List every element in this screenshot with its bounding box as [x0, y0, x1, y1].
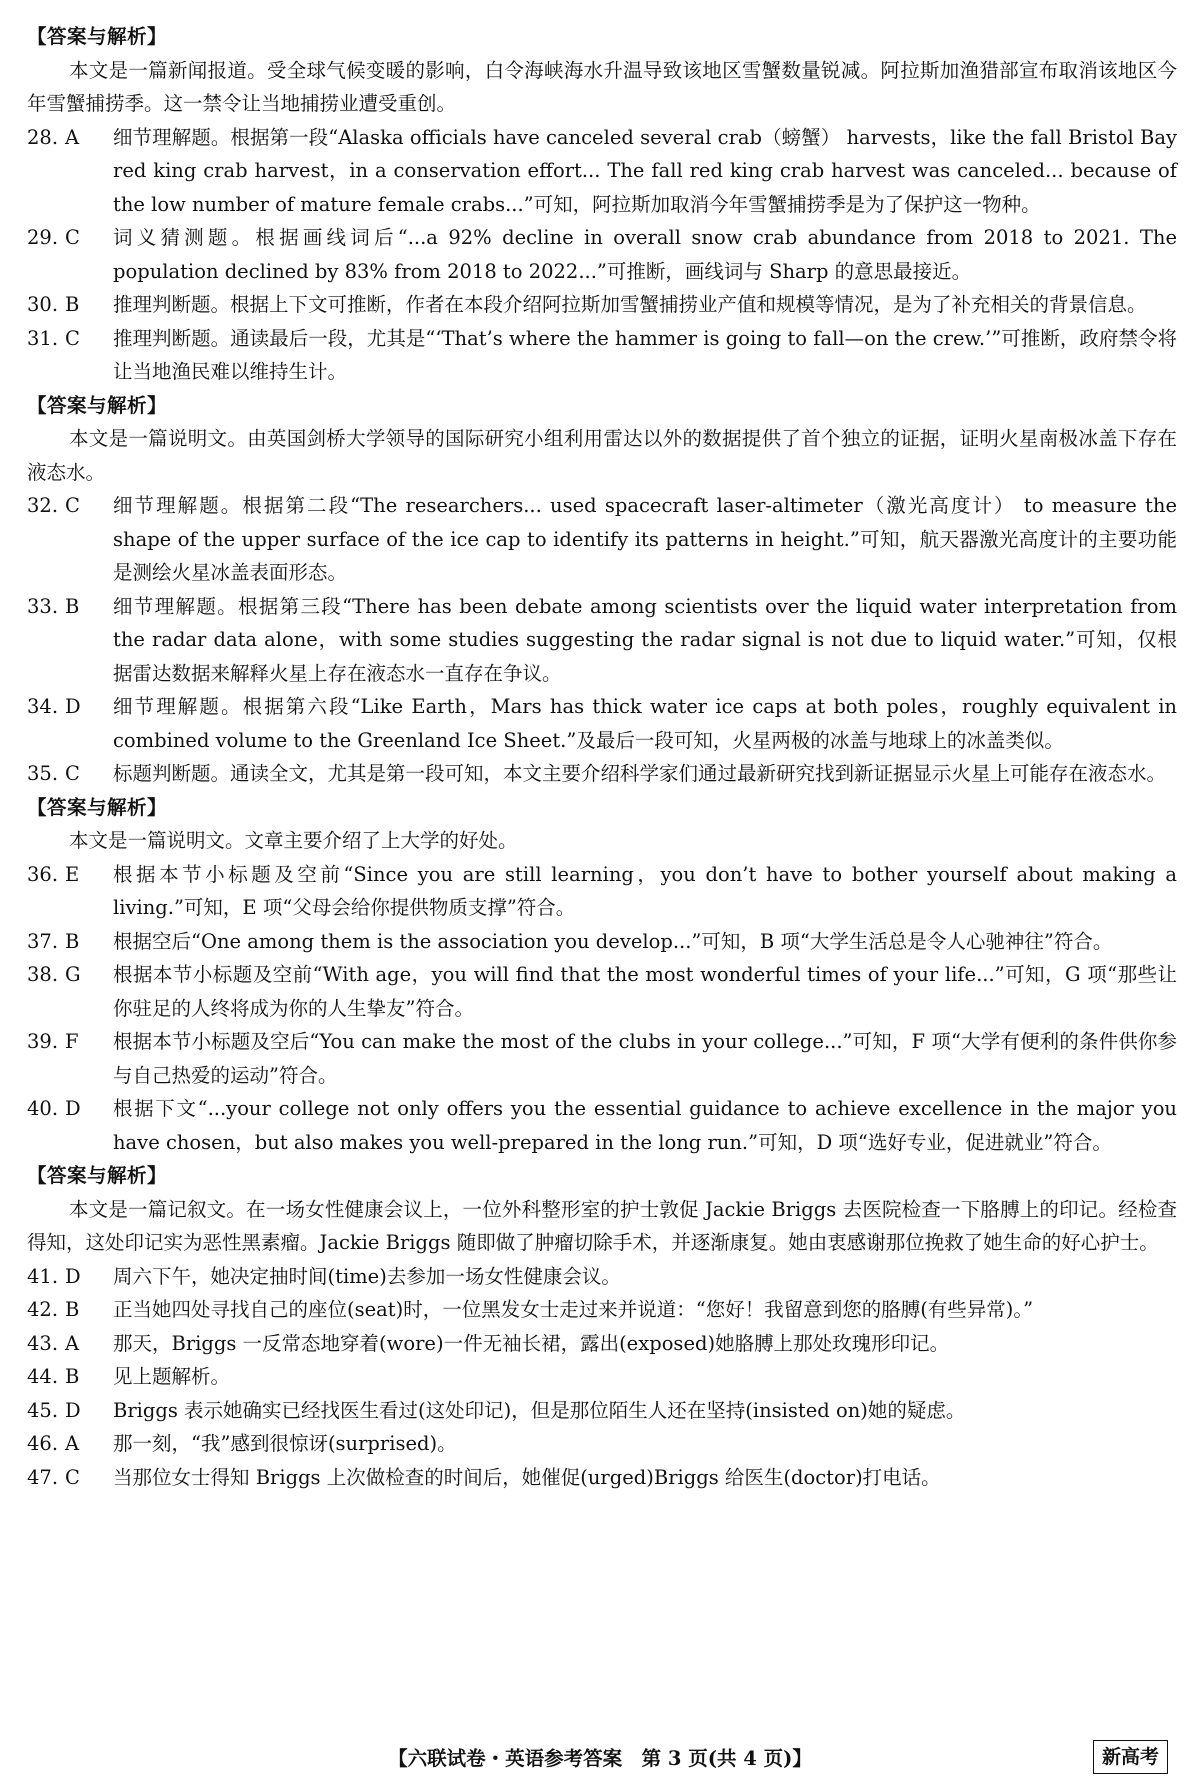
answer-explanation: 当那位女士得知 Briggs 上次做检查的时间后，她催促(urged)Briggs 给医生(doctor)打电话。: [113, 1465, 941, 1489]
answer-item: [27, 1260, 1177, 1294]
exam-type-badge: 新高考: [1093, 1740, 1168, 1774]
answer-explanation: 那一刻，“我”感到很惊讶(surprised)。: [113, 1432, 457, 1455]
answer-item: [27, 1360, 1177, 1394]
answer-item: [27, 221, 1177, 288]
answer-explanation: 细节理解题。根据第一段“Alaska officials have canceled several crab（螃蟹） harvests，like the fall Bristol Bay red king crab harvest，in a conservation effort... The fall red king crab harvest was canceled... because of the low number of mature female crabs...”可知，阿拉斯加取消今年雪蟹捕捞季是为了保护这一物种。: [113, 125, 1177, 216]
answer-explanation: 根据下文“...your college not only offers you the essential guidance to achieve excellence in the major you have chosen，but also makes you well-prepared in the long run.”可知，D 项“选好专业，促进就业”符合。: [113, 1097, 1177, 1154]
answer-item: [27, 1293, 1177, 1327]
section-header: 【答案与解析】: [27, 1164, 168, 1187]
answer-item: [27, 858, 1177, 925]
answer-item: [27, 1461, 1177, 1495]
question-number: 29.: [27, 226, 59, 249]
answer-item: [27, 925, 1177, 959]
question-number: 41.: [27, 1264, 59, 1288]
question-number: 30.: [27, 293, 59, 316]
answer-explanation: 根据本节小标题及空前“Since you are still learning，you don’t have to bother yourself about making a living.”可知，E 项“父母会给你提供物质支撑”符合。: [113, 862, 1177, 919]
question-number: 34.: [27, 695, 59, 718]
answer-letter: C: [65, 1465, 80, 1489]
answer-item: [27, 1394, 1177, 1428]
answer-item: [27, 590, 1177, 691]
answer-explanation: 标题判断题。通读全文，尤其是第一段可知，本文主要介绍科学家们通过最新研究找到新证据显示火星上可能存在液态水。: [113, 762, 1167, 785]
section-header: 【答案与解析】: [27, 795, 168, 819]
answer-letter: C: [65, 494, 80, 517]
answer-item: [27, 322, 1177, 389]
answer-explanation: 根据本节小标题及空后“You can make the most of the clubs in your college...”可知，F 项“大学有便利的条件供你参与自己热爱的运动”符合。: [113, 1030, 1177, 1087]
answer-letter: A: [65, 1331, 80, 1355]
answer-item: [27, 958, 1177, 1025]
question-number: 45.: [27, 1398, 59, 1422]
answer-letter: E: [65, 862, 80, 886]
question-number: 28.: [27, 125, 59, 149]
question-number: 32.: [27, 494, 59, 517]
question-number: 37.: [27, 929, 59, 953]
question-number: 40.: [27, 1097, 59, 1120]
answer-explanation: 推理判断题。通读最后一段，尤其是“‘That’s where the hammer is going to fall—on the crew.’”可推断，政府禁令将让当地渔民难以维持生计。: [113, 326, 1177, 383]
answer-letter: C: [65, 226, 80, 249]
answer-explanation: 推理判断题。根据上下文可推断，作者在本段介绍阿拉斯加雪蟹捕捞业产值和规模等情况，是为了补充相关的背景信息。: [113, 293, 1147, 316]
passage-summary: 本文是一篇说明文。文章主要介绍了上大学的好处。: [69, 829, 518, 852]
answer-letter: B: [65, 929, 80, 953]
answer-item: [27, 690, 1177, 757]
answer-letter: A: [65, 125, 80, 149]
question-number: 46.: [27, 1432, 59, 1455]
section-header: 【答案与解析】: [27, 25, 168, 48]
answer-item: [27, 489, 1177, 590]
answer-item: [27, 121, 1177, 222]
answer-letter: B: [65, 1365, 80, 1388]
answer-letter: D: [65, 1264, 81, 1288]
question-number: 35.: [27, 762, 59, 785]
answer-explanation: 周六下午，她决定抽时间(time)去参加一场女性健康会议。: [113, 1264, 621, 1288]
question-number: 36.: [27, 862, 59, 886]
answer-item: [27, 1092, 1177, 1159]
answer-explanation: 正当她四处寻找自己的座位(seat)时，一位黑发女士走过来并说道：“您好！我留意到您的胳膊(有些异常)。”: [113, 1298, 1034, 1321]
answer-letter: F: [65, 1030, 79, 1053]
page-footer: 【六联试卷・英语参考答案 第 3 页(共 4 页)】: [388, 1747, 812, 1770]
answer-explanation: 词义猜测题。根据画线词后“...a 92% decline in overall snow crab abundance from 2018 to 2021. The population declined by 83% from 2018 to 2022...”可推断，画线词与 Sharp 的意思最接近。: [113, 226, 1177, 283]
answer-explanation: 那天，Briggs 一反常态地穿着(wore)一件无袖长裙，露出(exposed)她胳膊上那处玫瑰形印记。: [113, 1331, 950, 1355]
answer-letter: B: [65, 293, 80, 316]
question-number: 43.: [27, 1331, 59, 1355]
answer-explanation: 根据本节小标题及空前“With age，you will find that the most wonderful times of your life...”可知，G 项“那些让你驻足的人终将成为你的人生挚友”符合。: [113, 963, 1177, 1020]
passage-summary: 本文是一篇说明文。由英国剑桥大学领导的国际研究小组利用雷达以外的数据提供了首个独立的证据，证明火星南极冰盖下存在液态水。: [27, 427, 1177, 484]
question-number: 31.: [27, 326, 59, 350]
answer-letter: D: [65, 1097, 81, 1120]
question-number: 47.: [27, 1465, 59, 1489]
answer-letter: B: [65, 594, 80, 618]
answer-item: [27, 1327, 1177, 1361]
answer-letter: C: [65, 326, 80, 350]
answer-explanation: 见上题解析。: [113, 1365, 231, 1388]
question-number: 38.: [27, 963, 59, 986]
answer-letter: D: [65, 1398, 81, 1422]
answer-explanation: 细节理解题。根据第二段“The researchers... used spacecraft laser-altimeter（激光高度计） to measure the shape of the upper surface of the ice cap to identify its patterns in height.”可知，航天器激光高度计的主要功能是测绘火星冰盖表面形态。: [113, 494, 1177, 584]
answer-explanation: Briggs 表示她确实已经找医生看过(这处印记)，但是那位陌生人还在坚持(insisted on)她的疑虑。: [113, 1398, 966, 1422]
question-number: 39.: [27, 1030, 59, 1053]
question-number: 33.: [27, 594, 59, 618]
answer-explanation: 根据空后“One among them is the association you develop...”可知，B 项“大学生活总是令人心驰神往”符合。: [113, 929, 1113, 953]
question-number: 42.: [27, 1298, 59, 1321]
question-number: 44.: [27, 1365, 59, 1388]
answer-letter: C: [65, 762, 80, 785]
answer-letter: A: [65, 1432, 80, 1455]
answer-letter: D: [65, 695, 81, 718]
answer-letter: G: [65, 963, 81, 986]
answer-content: [27, 20, 1177, 1494]
answer-item: [27, 288, 1177, 322]
passage-summary: 本文是一篇新闻报道。受全球气候变暖的影响，白令海峡海水升温导致该地区雪蟹数量锐减。阿拉斯加渔猎部宣布取消该地区今年雪蟹捕捞季。这一禁令让当地捕捞业遭受重创。: [27, 58, 1177, 115]
answer-item: [27, 757, 1177, 791]
answer-explanation: 细节理解题。根据第六段“Like Earth，Mars has thick water ice caps at both poles，roughly equivalent in combined volume to the Greenland Ice Sheet.”及最后一段可知，火星两极的冰盖与地球上的冰盖类似。: [113, 695, 1177, 752]
answer-letter: B: [65, 1298, 80, 1321]
answer-item: [27, 1427, 1177, 1461]
section-header: 【答案与解析】: [27, 393, 168, 417]
answer-item: [27, 1025, 1177, 1092]
passage-summary: 本文是一篇记叙文。在一场女性健康会议上，一位外科整形室的护士敦促 Jackie Briggs 去医院检查一下胳膊上的印记。经检查得知，这处印记实为恶性黑素瘤。Jackie Briggs 随即做了肿瘤切除手术，并逐渐康复。她由衷感谢那位挽救了她生命的好心护士。: [27, 1197, 1177, 1254]
answer-explanation: 细节理解题。根据第三段“There has been debate among scientists over the liquid water interpretation from the radar data alone，with some studies suggesting the radar signal is not due to liquid water.”可知，仅根据雷达数据来解释火星上存在液态水一直存在争议。: [113, 594, 1177, 685]
